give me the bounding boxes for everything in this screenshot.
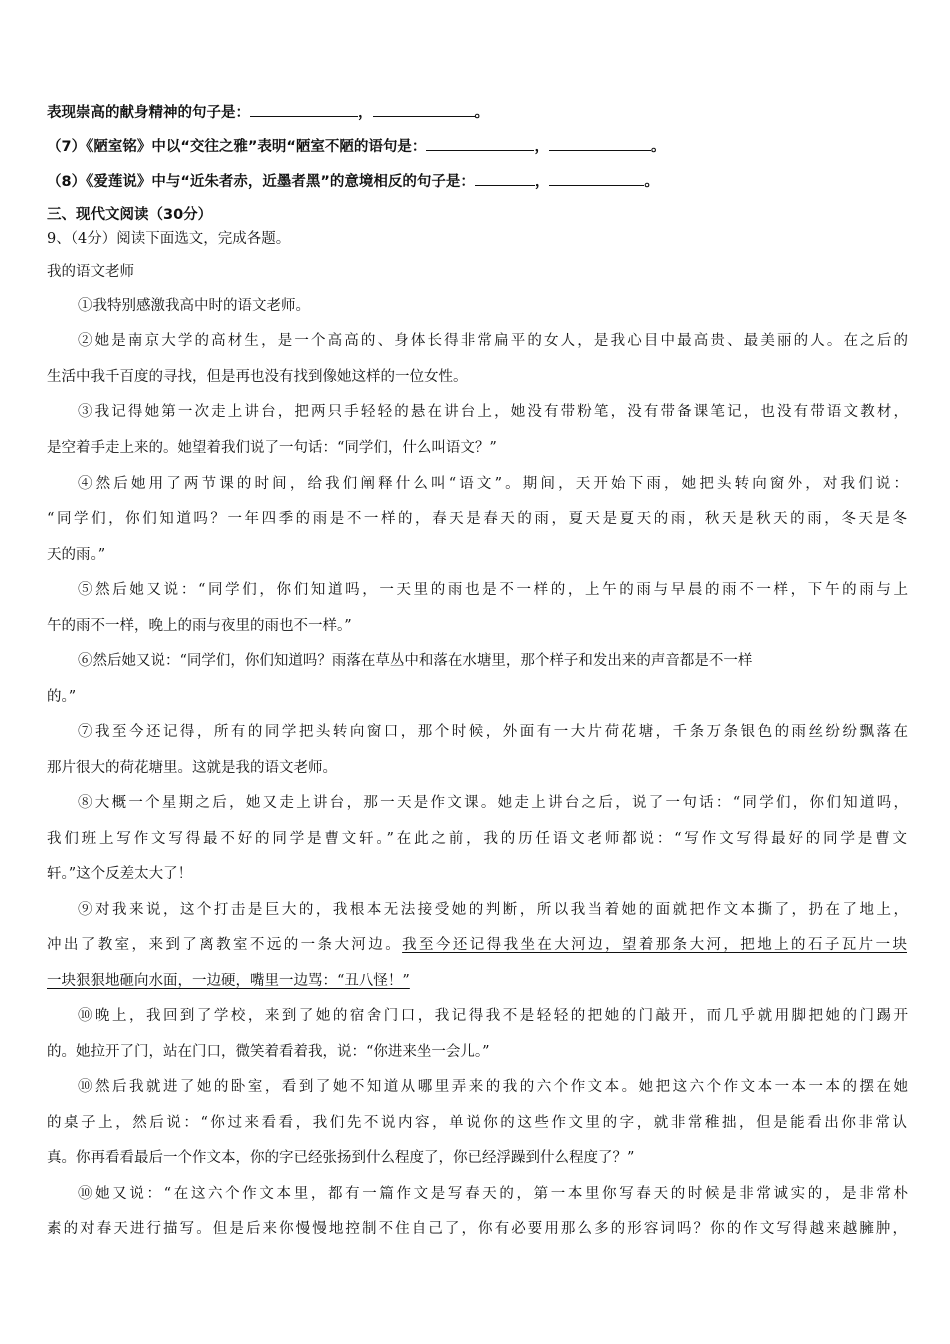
paragraph-line: ⑩她又说：“在这六个作文本里，都有一篇作文是写春天的，第一本里你写春天的时候是非常诚实的，是非常朴 xyxy=(78,1186,908,1202)
answer-blank[interactable] xyxy=(549,171,644,186)
paragraph-line: ③我记得她第一次走上讲台，把两只手轻轻的悬在讲台上，她没有带粉笔，没有带备课笔记，也没有带语文教材， xyxy=(78,404,908,420)
essay-title: 我的语文老师 xyxy=(47,264,134,280)
answer-blank[interactable] xyxy=(426,136,534,151)
question-prompt: 9、（4分）阅读下面选文，完成各题。 xyxy=(47,231,291,247)
question-text: （8）《爱莲说》中与“近朱者赤，近墨者黑”的意境相反的句子是： xyxy=(47,174,475,190)
paragraph-line xyxy=(47,971,907,991)
plain-text: 冲出了教室，来到了离教室不远的一条大河边。 xyxy=(47,937,403,953)
paragraph-line: 那片很大的荷花塘里。这就是我的语文老师。 xyxy=(47,760,337,776)
paragraph-line: ④然后她用了两节课的时间，给我们阐释什么叫“语文”。期间，天开始下雨，她把头转向窗外，对我们说： xyxy=(78,476,908,492)
fill-question-7 xyxy=(47,136,907,157)
paragraph-line: ⑤然后她又说：“同学们，你们知道吗，一天里的雨也是不一样的，上午的雨与早晨的雨不一样，下午的雨与上 xyxy=(78,582,908,598)
period: 。 xyxy=(644,174,659,190)
answer-blank[interactable] xyxy=(250,102,358,117)
paragraph-line: ⑧大概一个星期之后，她又走上讲台，那一天是作文课。她走上讲台之后，说了一句话：“同学们，你们知道吗， xyxy=(78,795,908,811)
comma: ， xyxy=(358,105,373,121)
paragraph-line xyxy=(47,935,907,955)
answer-blank[interactable] xyxy=(373,102,475,117)
paragraph-line: 生活中我千百度的寻找，但是再也没有找到像她这样的一位女性。 xyxy=(47,369,468,385)
paragraph-line: ⑥然后她又说：“同学们，你们知道吗？雨落在草丛中和落在水塘里，那个样子和发出来的声音都是不一样 xyxy=(78,653,753,669)
answer-blank[interactable] xyxy=(475,171,535,186)
paragraph-line: 我们班上写作文写得最不好的同学是曹文轩。”在此之前，我的历任语文老师都说：“写作文写得最好的同学是曹文 xyxy=(47,831,907,847)
paragraph-line: ②她是南京大学的高材生，是一个高高的、身体长得非常扁平的女人，是我心目中最高贵、最美丽的人。在之后的 xyxy=(78,333,908,349)
paragraph-line: 素的对春天进行描写。但是后来你慢慢地控制不住自己了，你有必要用那么多的形容词吗？你的作文写得越来越臃肿， xyxy=(47,1221,907,1237)
paragraph-line: ①我特别感激我高中时的语文老师。 xyxy=(78,298,310,314)
fill-question-6-tail xyxy=(47,102,907,123)
paragraph-line: 的桌子上，然后说：“你过来看看，我们先不说内容，单说你的这些作文里的字，就非常稚拙，但是能看出你非常认 xyxy=(47,1115,907,1131)
answer-blank[interactable] xyxy=(549,136,651,151)
paragraph-line: 午的雨不一样，晚上的雨与夜里的雨也不一样。” xyxy=(47,618,352,634)
paragraph-line: 轩。”这个反差太大了！ xyxy=(47,866,193,882)
underlined-sentence: 一块狠狠地砸向水面，一边硬，嘴里一边骂：“丑八怪！” xyxy=(47,973,410,989)
paragraph-line: ⑩然后我就进了她的卧室，看到了她不知道从哪里弄来的我的六个作文本。她把这六个作文本一本一本的摆在她 xyxy=(78,1079,908,1095)
paragraph-line: ⑦我至今还记得，所有的同学把头转向窗口，那个时候，外面有一大片荷花塘，千条万条银色的雨丝纷纷飘落在 xyxy=(78,724,908,740)
paragraph-line: ⑨对我来说，这个打击是巨大的，我根本无法接受她的判断，所以我当着她的面就把作文本撕了，扔在了地上， xyxy=(78,902,908,918)
question-text: （7）《陋室铭》中以“交往之雅”表明“陋室不陋的语句是： xyxy=(47,139,427,155)
paragraph-line: “同学们，你们知道吗？一年四季的雨是不一样的，春天是春天的雨，夏天是夏天的雨，秋天是秋天的雨，冬天是冬 xyxy=(47,511,907,527)
paragraph-line: 天的雨。” xyxy=(47,547,106,563)
comma: ， xyxy=(534,174,550,190)
fill-question-8 xyxy=(47,171,907,192)
section-heading: 三、现代文阅读（30分） xyxy=(47,207,213,223)
underlined-sentence: 我至今还记得我坐在大河边，望着那条大河，把地上的石子瓦片一块 xyxy=(402,937,907,953)
period: 。 xyxy=(650,139,666,155)
comma: ， xyxy=(534,139,549,155)
paragraph-line: 的。” xyxy=(47,689,77,705)
paragraph-line: 的。她拉开了门，站在门口，微笑着看着我，说：“你进来坐一会儿。” xyxy=(47,1044,490,1060)
paragraph-line: 真。你再看看最后一个作文本，你的字已经张扬到什么程度了，你已经浮躁到什么程度了？” xyxy=(47,1150,635,1166)
question-text: 表现崇高的献身精神的句子是： xyxy=(47,105,250,121)
paragraph-line: ⑩晚上，我回到了学校，来到了她的宿舍门口，我记得我不是轻轻的把她的门敲开，而几乎就用脚把她的门踢开 xyxy=(78,1008,908,1024)
paragraph-line: 是空着手走上来的。她望着我们说了一句话：“同学们，什么叫语文？” xyxy=(47,440,497,456)
period: 。 xyxy=(474,105,489,121)
